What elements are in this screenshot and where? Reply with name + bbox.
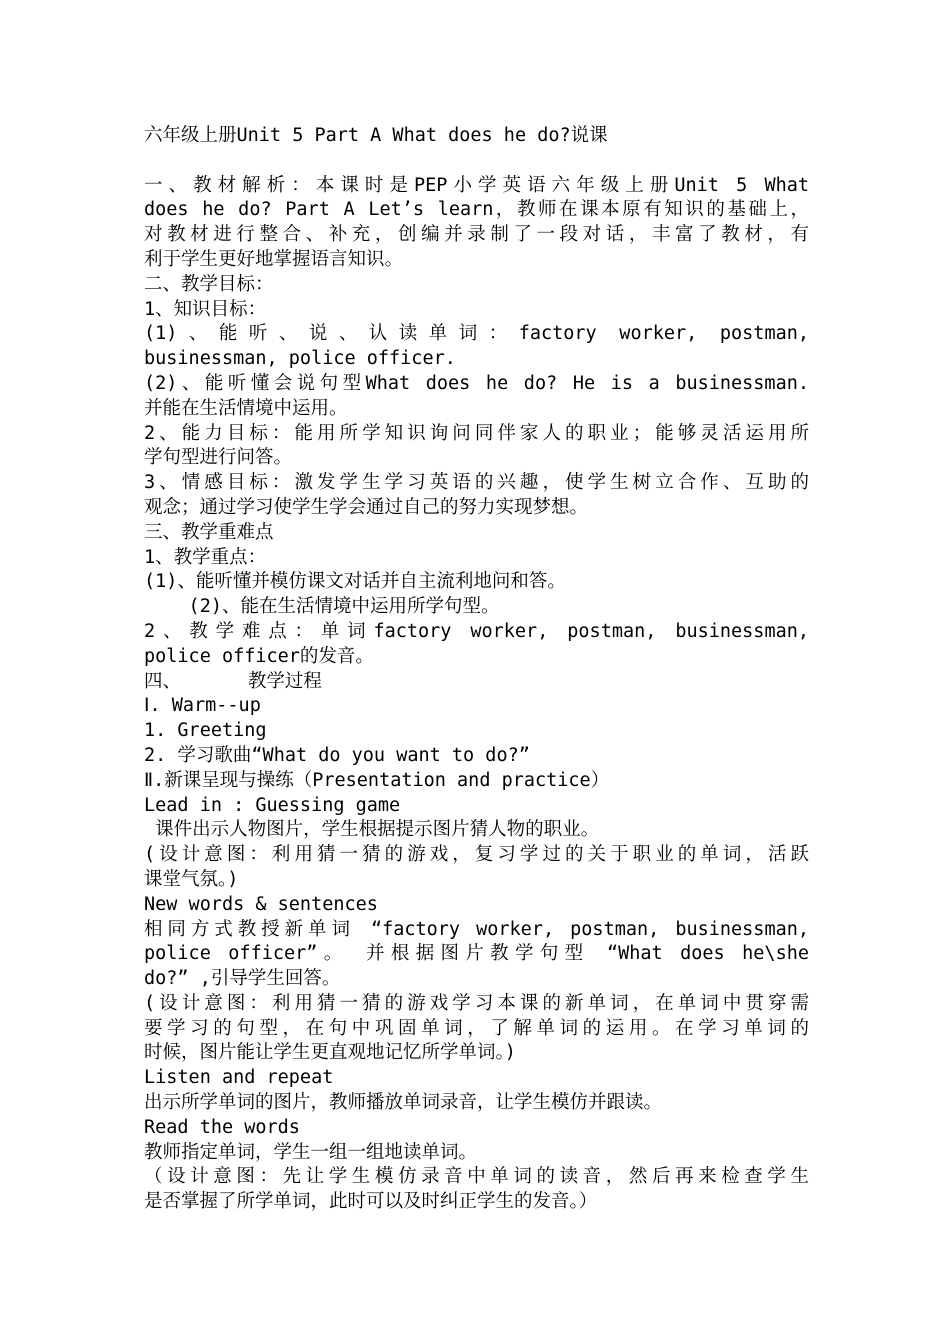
- text-line: 对教材进行整合、补充，创编并录制了一段对话，丰富了教材，有: [144, 224, 809, 246]
- text-line: businessman, police officer.: [144, 348, 456, 370]
- text-line: 相同方式教授新单词 “factory worker, postman, businessman,: [144, 918, 809, 940]
- text-line: Ⅱ.新课呈现与操练（Presentation and practice）: [144, 769, 610, 791]
- text-line: police officer”。 并根据图片教学句型 “What does he\she: [144, 943, 809, 965]
- text-line: 教师指定单词，学生一组一组地读单词。: [144, 1141, 478, 1163]
- text-line: do?” ,引导学生回答。: [144, 968, 341, 990]
- text-line: does he do? Part A Let’s learn，教师在课本原有知识的基础上，: [144, 199, 809, 221]
- text-line: Ⅰ. Warm--up: [144, 695, 261, 717]
- text-line: (设计意图：利用猜一猜的游戏，复习学过的关于职业的单词，活跃: [144, 844, 809, 866]
- text-line: (2)、能听懂会说句型What does he do? He is a businessman.: [144, 372, 809, 394]
- text-line: 课堂气氛。): [144, 868, 239, 890]
- text-line: Listen and repeat: [144, 1067, 334, 1089]
- text-line: 观念；通过学习使学生学会通过自己的努力实现梦想。: [144, 496, 589, 518]
- text-line: 课件出示人物图片，学生根据提示图片猜人物的职业。: [144, 819, 600, 841]
- subsection-heading: 1、知识目标：: [144, 298, 267, 320]
- text-line: Read the words: [144, 1116, 300, 1138]
- text-line: 要学习的句型，在句中巩固单词，了解单词的运用。在学习单词的: [144, 1017, 809, 1039]
- text-line: Lead in : Guessing game: [144, 794, 401, 816]
- text-line: 2、教学难点：单词factory worker, postman, businessman,: [144, 620, 809, 642]
- text-line: 是否掌握了所学单词，此时可以及时纠正学生的发音。）: [144, 1191, 598, 1213]
- text-line: 2. 学习歌曲“What do you want to do?”: [144, 744, 530, 766]
- section-heading: 二、教学目标：: [144, 273, 274, 295]
- text-line: 利于学生更好地掌握语言知识。: [144, 248, 404, 270]
- document-title: 六年级上册Unit 5 Part A What does he do?说课: [144, 125, 608, 146]
- text-line: 一、教材解析：本课时是PEP小学英语六年级上册Unit 5 What: [144, 174, 809, 196]
- text-line: (1)、能听懂并模仿课文对话并自主流利地问和答。: [144, 571, 566, 593]
- text-line: 出示所学单词的图片，教师播放单词录音，让学生模仿并跟读。: [144, 1092, 663, 1114]
- text-line: (2)、能在生活情境中运用所学句型。: [144, 596, 500, 618]
- text-line: police officer的发音。: [144, 645, 374, 667]
- text-line: New words & sentences: [144, 893, 378, 915]
- text-line: 并能在生活情境中运用。: [144, 397, 348, 419]
- text-line: 时候，图片能让学生更直观地记忆所学单词。): [144, 1042, 516, 1064]
- text-line: (设计意图：利用猜一猜的游戏学习本课的新单词，在单词中贯穿需: [144, 992, 809, 1014]
- text-line: (1)、能听、说、认读单词：factory worker, postman,: [144, 323, 809, 345]
- section-heading: 三、教学重难点: [144, 521, 274, 543]
- blank-line: [144, 149, 809, 174]
- document-page: [144, 124, 809, 1215]
- text-line: 1. Greeting: [144, 720, 267, 742]
- text-line: 3、情感目标：激发学生学习英语的兴趣，使学生树立合作、互助的: [144, 472, 809, 494]
- section-heading: 四、 教学过程: [144, 670, 322, 692]
- text-line: 学句型进行问答。: [144, 447, 293, 469]
- text-line: 2、能力目标：能用所学知识询问同伴家人的职业；能够灵活运用所: [144, 422, 809, 444]
- text-line: （设计意图：先让学生模仿录音中单词的读音，然后再来检查学生: [144, 1166, 809, 1188]
- subsection-heading: 1、教学重点：: [144, 546, 267, 568]
